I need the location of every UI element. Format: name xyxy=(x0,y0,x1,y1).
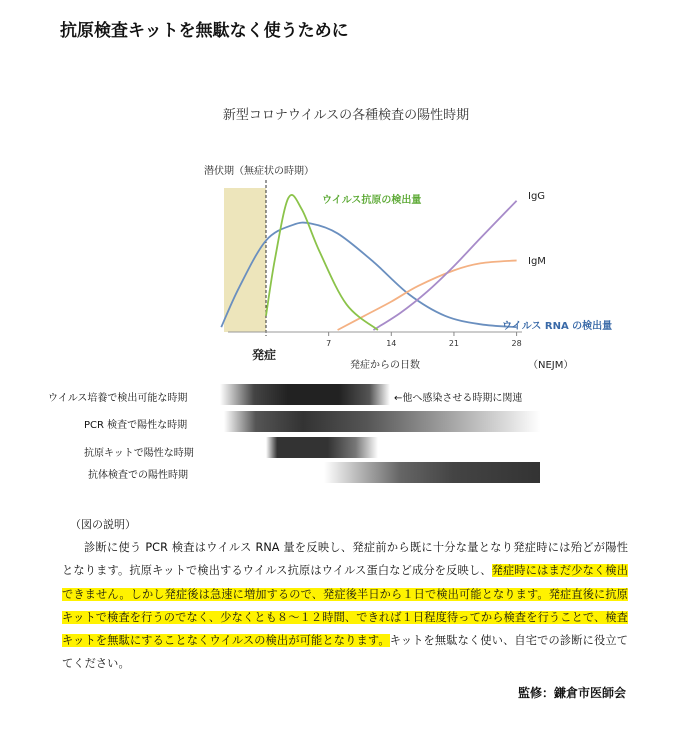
supervisor-credit: 監修：鎌倉市医師会 xyxy=(517,686,626,700)
explanation-highlight: 発症時にはまだ少なく検出できません。しかし発症後は急速に増加するので、発症後半日から１日で検出可能となります。発症直後に抗原キットで検査を行うのでなく、少なくとも８～１２時間、できれば１日程度待ってから検査を行うことで、検査キットを無駄にすることなくウイルスの検出が可能となります。 xyxy=(62,564,629,648)
period-label-culture: ウイルス培養で検出可能な時期 xyxy=(48,393,188,404)
igm-series-label: IgM xyxy=(528,256,546,267)
period-label-antibody: 抗体検査での陽性時期 xyxy=(88,470,188,481)
period-band-culture xyxy=(220,384,390,405)
explanation-part1: 診断に使う PCR 検査はウイルス RNA 量を反映し、発症前から既に十分な量となり発症時には殆どが陽性となります。抗原キットで検出するウイルス抗原はウイルス蛋白など成分を反映し、 xyxy=(62,541,628,578)
page-title: 抗原検査キットを無駄なく使うために xyxy=(60,21,349,41)
period-label-antigen: 抗原キットで陽性な時期 xyxy=(84,448,194,459)
explanation-paragraph xyxy=(62,536,628,676)
x-axis-ticks xyxy=(326,332,522,348)
period-label-pcr: PCR 検査で陽性な時期 xyxy=(84,420,188,431)
x-tick-label: 7 xyxy=(326,339,332,348)
onset-label: 発症 xyxy=(252,348,277,362)
antigen-series-label: ウイルス抗原の検出量 xyxy=(322,195,422,206)
x-tick-label: 14 xyxy=(386,339,397,348)
figure-note-heading: （図の説明） xyxy=(70,518,136,531)
period-band-pcr xyxy=(224,411,540,432)
period-band-antigen xyxy=(266,437,378,458)
chart-caption: 新型コロナウイルスの各種検査の陽性時期 xyxy=(222,108,470,123)
igm-curve xyxy=(338,260,517,330)
x-tick-label: 28 xyxy=(511,339,522,348)
period-band-antibody xyxy=(324,462,540,483)
rna-series-label: ウイルス RNA の検出量 xyxy=(502,321,613,332)
antigen-curve xyxy=(266,195,378,330)
period-note-culture: ←他へ感染させる時期に関連 xyxy=(394,393,523,404)
igg-series-label: IgG xyxy=(528,191,546,202)
igg-curve xyxy=(373,201,516,330)
explanation-part2: キットを無駄なく使い、自宅での診断に役立ててください。 xyxy=(62,634,628,671)
incubation-period-area xyxy=(224,188,266,332)
x-axis-label: 発症からの日数 xyxy=(350,360,420,371)
source-label: （NEJM） xyxy=(528,360,574,371)
incubation-label: 潜伏期（無症状の時期） xyxy=(204,166,314,177)
x-tick-label: 21 xyxy=(448,339,460,348)
